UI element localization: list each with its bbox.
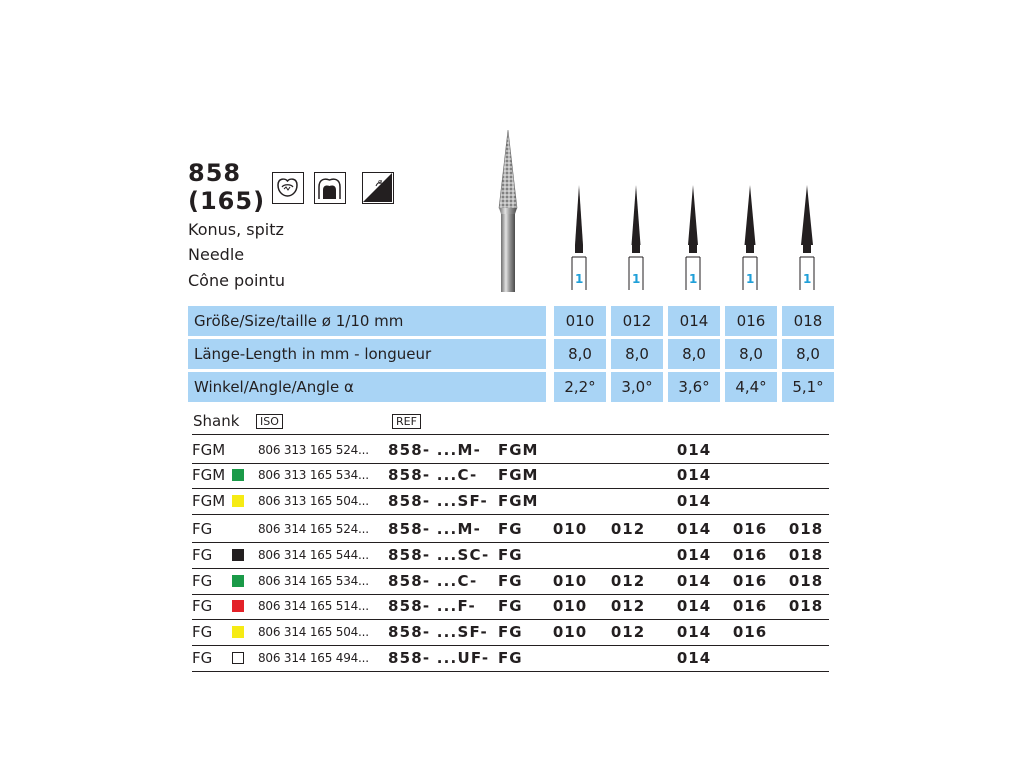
spec-cell: 3,0° [611,372,663,402]
shank-type: FGM [192,492,226,510]
size-available: 010 [552,623,588,641]
iso-header: ISO [256,414,283,429]
shank-type: FGM [192,466,226,484]
shank-type: FGM [192,441,226,459]
size-available: 018 [788,597,824,615]
spec-cell: 8,0 [611,339,663,369]
table-row [192,517,829,541]
ref-number: 858- ...SF- [388,492,488,510]
iso-code: (165) [188,187,266,215]
size-available: 018 [788,520,824,538]
spec-cell: 010 [554,306,606,336]
shank-type: FG [192,572,213,590]
size-available: 010 [552,572,588,590]
size-available: 016 [732,546,768,564]
ref-number: 858- ...UF- [388,649,490,667]
iso-number: 806 313 165 524... [258,443,369,457]
grit-color-swatch [232,652,244,664]
spec-cell: 8,0 [554,339,606,369]
ref-shank: FG [498,597,523,615]
table-header-line [192,434,829,435]
description-fr: Cône pointu [188,271,285,290]
instrument-mark: 1 [632,272,641,286]
tooth-crown-icon [314,172,346,204]
ref-number: 858- ...M- [388,520,482,538]
size-available: 010 [552,520,588,538]
iso-number: 806 313 165 504... [258,494,369,508]
iso-number: 806 314 165 534... [258,574,369,588]
shank-type: FG [192,597,213,615]
table-row [192,489,829,513]
row-divider [192,514,829,515]
size-available: 012 [610,623,646,641]
table-row [192,620,829,644]
size-available: 014 [676,441,712,459]
iso-number: 806 314 165 514... [258,599,369,613]
spec-cell: 5,1° [782,372,834,402]
svg-text:α: α [378,178,383,186]
grit-color-swatch [232,495,244,507]
bur-photo [478,128,538,292]
table-row [192,569,829,593]
ref-number: 858- ...C- [388,572,478,590]
size-available: 016 [732,520,768,538]
spec-cell: 2,2° [554,372,606,402]
spec-cell: 018 [782,306,834,336]
table-row [192,543,829,567]
size-available: 012 [610,520,646,538]
grit-color-swatch [232,469,244,481]
ref-shank: FG [498,649,523,667]
iso-number: 806 314 165 504... [258,625,369,639]
table-row [192,463,829,487]
size-available: 012 [610,572,646,590]
size-available: 014 [676,572,712,590]
grit-color-swatch [232,575,244,587]
ref-number: 858- ...SC- [388,546,490,564]
ref-number: 858- ...F- [388,597,476,615]
spec-row-label: Länge-Length in mm - longueur [188,339,546,369]
size-available: 014 [676,520,712,538]
grit-color-swatch [232,549,244,561]
grit-color-swatch [232,626,244,638]
size-available: 016 [732,572,768,590]
instrument-mark: 1 [803,272,812,286]
size-available: 012 [610,597,646,615]
ref-shank: FG [498,520,523,538]
spec-cell: 3,6° [668,372,720,402]
table-row [192,646,829,670]
shank-type: FG [192,520,213,538]
iso-number: 806 314 165 494... [258,651,369,665]
size-available: 018 [788,546,824,564]
spec-cell: 4,4° [725,372,777,402]
instrument-mark: 1 [575,272,584,286]
spec-cell: 8,0 [782,339,834,369]
size-available: 016 [732,597,768,615]
size-available: 010 [552,597,588,615]
tooth-occlusal-icon [272,172,304,204]
size-available: 014 [676,623,712,641]
shank-type: FG [192,546,213,564]
iso-number: 806 314 165 524... [258,522,369,536]
instrument-mark: 1 [689,272,698,286]
shank-header: Shank [193,412,240,430]
size-available: 014 [676,597,712,615]
angle-icon [362,172,394,204]
ref-header: REF [392,414,421,429]
spec-row-label: Winkel/Angle/Angle α [188,372,546,402]
shank-type: FG [192,649,213,667]
ref-shank: FG [498,623,523,641]
size-available: 014 [676,466,712,484]
description-de: Konus, spitz [188,220,284,239]
spec-cell: 014 [668,306,720,336]
size-available: 014 [676,649,712,667]
spec-cell: 016 [725,306,777,336]
size-available: 016 [732,623,768,641]
ref-shank: FGM [498,466,539,484]
ref-number: 858- ...M- [388,441,482,459]
ref-shank: FGM [498,441,539,459]
product-code: 858 [188,159,242,187]
grit-color-swatch [232,600,244,612]
spec-cell: 8,0 [668,339,720,369]
ref-shank: FG [498,572,523,590]
ref-number: 858- ...C- [388,466,478,484]
iso-number: 806 313 165 534... [258,468,369,482]
table-row [192,594,829,618]
iso-number: 806 314 165 544... [258,548,369,562]
spec-cell: 012 [611,306,663,336]
ref-number: 858- ...SF- [388,623,488,641]
ref-shank: FGM [498,492,539,510]
spec-row-label: Größe/Size/taille ø 1/10 mm [188,306,546,336]
size-available: 014 [676,546,712,564]
ref-shank: FG [498,546,523,564]
size-available: 014 [676,492,712,510]
spec-cell: 8,0 [725,339,777,369]
shank-type: FG [192,623,213,641]
size-available: 018 [788,572,824,590]
table-row [192,438,829,462]
instrument-mark: 1 [746,272,755,286]
description-en: Needle [188,245,245,264]
row-divider [192,671,829,672]
